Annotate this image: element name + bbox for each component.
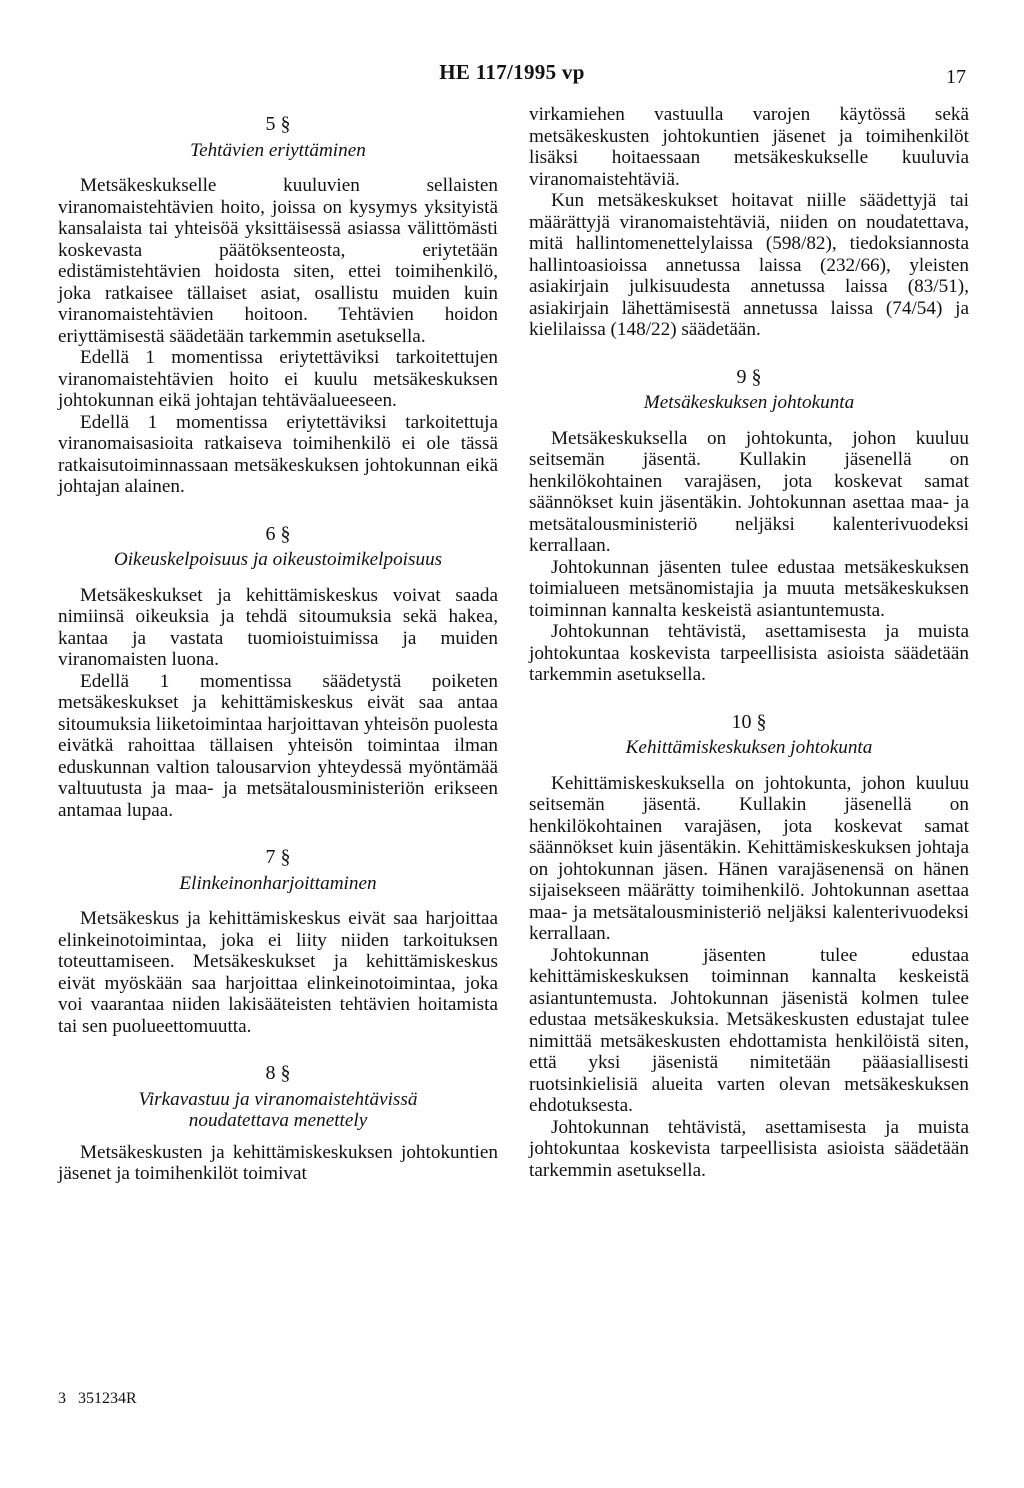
section-6-paragraph-2: Edellä 1 momentissa säädetystä poiketen metsäkeskukset ja kehittämiskeskus eivät saa antaa sitoumuksia liiketoimintaa harjoittavan yhteisön puolesta eivätkä rahoittaa tällaisen yhteisön toimintaa ilman eduskunnan valtion talousarvion yhteydessä myöntämää valtuutusta ja maa- ja metsätalousministeriön erikseen antamaa lupaa. [58, 670, 498, 821]
section-9-paragraph-1: Metsäkeskuksella on johtokunta, johon kuuluu seitsemän jäsentä. Kullakin jäsenellä on henkilökohtainen varajäsen, jota koskevat samat säännökset kuin jäsentäkin. Johtokunnan asettaa maa- ja metsätalousministeriö neljäksi kalenterivuodeksi kerrallaan. [529, 427, 969, 556]
section-5-paragraph-1: Metsäkeskukselle kuuluvien sellaisten viranomaistehtävien hoito, joissa on kysymys yksityistä kansalaista tai yhteisöä yksittäisessä asiassa välittömästi koskevasta päätöksenteosta, eriytetään edistämistehtävien hoidosta siten, ettei toimihenkilö, joka ratkaisee tällaiset asiat, osallistu muiden kuin viranomaistehtävien hoitoon. Tehtävien hoidon eriyttämisestä säädetään tarkemmin asetuksella. [58, 175, 498, 347]
section-9-paragraph-2: Johtokunnan jäsenten tulee edustaa metsäkeskuksen toimialueen metsänomistajia ja muuta metsäkeskuksen toiminnan kannalta keskeistä asiantuntemusta. [529, 556, 969, 621]
section-6-paragraph-1: Metsäkeskukset ja kehittämiskeskus voivat saada nimiinsä oikeuksia ja tehdä sitoumuksia sekä hakea, kantaa ja vastata tuomioistuimissa ja muiden viranomaisten luona. [58, 584, 498, 670]
section-7-title: Elinkeinonharjoittaminen [179, 872, 377, 894]
continuation-paragraph-1: virkamiehen vastuulla varojen käytössä sekä metsäkeskusten johtokuntien jäsenet ja toimihenkilöt lisäksi hoitaessaan metsäkeskukselle kuuluvia viranomaistehtäviä. [529, 104, 969, 190]
section-8-title-line-1: Virkavastuu ja viranomaistehtävissä [138, 1088, 418, 1110]
section-9-paragraph-3: Johtokunnan tehtävistä, asettamisesta ja muista johtokuntaa koskevista tarpeellisista asioista säädetään tarkemmin asetuksella. [529, 621, 969, 685]
section-8-title [58, 1089, 498, 1132]
page-number: 17 [946, 66, 966, 88]
section-10-paragraph-1: Kehittämiskeskuksella on johtokunta, johon kuuluu seitsemän jäsentä. Kullakin jäsenellä on henkilökohtainen varajäsen, jota koskevat samat säännökset kuin jäsentäkin. Kehittämiskeskuksen johtaja on johtokunnan jäsen. Hänen varajäsenensä on hänen sijaisekseen määrätty toimihenkilö. Johtokunnan asettaa maa- ja metsätalousministeriö neljäksi kalenterivuodeksi kerrallaan. [529, 772, 969, 944]
section-8-paragraph-1: Metsäkeskusten ja kehittämiskeskuksen johtokuntien jäsenet ja toimihenkilöt toimivat [58, 1141, 498, 1184]
section-6-number: 6 § [265, 522, 291, 545]
section-10-paragraph-2: Johtokunnan jäsenten tulee edustaa kehittämiskeskuksen toiminnan kannalta keskeistä asiantuntemusta. Johtokunnan jäsenistä kolmen tulee edustaa metsäkeskuksia. Metsäkeskusten edustajat tulee nimittää metsäkeskusten ehdottamista henkilöistä siten, että yksi jäsenistä nimitetään pääasiallisesti ruotsinkielisiä alueita varten olevan metsäkeskuksen ehdotuksesta. [529, 944, 969, 1116]
section-7-paragraph-1: Metsäkeskus ja kehittämiskeskus eivät saa harjoittaa elinkeinotoimintaa, joka ei liity niiden tarkoituksen toteuttamiseen. Metsäkeskukset ja kehittämiskeskus eivät myöskään saa harjoittaa elinkeinotoimintaa, joka voi vaarantaa niiden lakisääteisten tehtävien hoitamista tai sen puolueettomuutta. [58, 908, 498, 1037]
section-10-paragraph-3: Johtokunnan tehtävistä, asettamisesta ja muista johtokuntaa koskevista tarpeellisista asioista säädetään tarkemmin asetuksella. [529, 1116, 969, 1181]
section-5-number: 5 § [265, 113, 291, 135]
section-10-title: Kehittämiskeskuksen johtokunta [625, 737, 873, 758]
section-7-number: 7 § [265, 846, 291, 868]
section-10-number: 10 § [731, 710, 767, 733]
section-5-title: Tehtävien eriyttäminen [190, 139, 366, 161]
section-8-number: 8 § [265, 1062, 291, 1084]
section-9-title: Metsäkeskuksen johtokunta [643, 392, 855, 413]
page-header [0, 60, 1024, 90]
section-9-number: 9 § [736, 365, 762, 388]
continuation-paragraph-2: Kun metsäkeskukset hoitavat niille säädettyjä tai määrättyjä viranomaistehtäviä, niiden on noudatettava, mitä hallintomenettelylaissa (598/82), tiedoksiannosta hallintoasioissa annetussa laissa (232/66), yleisten asiakirjain julkisuudesta annetussa laissa (83/51), asiakirjain lähettämisestä annetussa laissa (74/54) ja kielilaissa (148/22) säädetään. [529, 190, 969, 340]
section-5-paragraph-2: Edellä 1 momentissa eriytettäviksi tarkoitettujen viranomaistehtävien hoito ei kuulu metsäkeskuksen johtokunnan eikä johtajan tehtäväalueeseen. [58, 347, 498, 411]
section-5-paragraph-3: Edellä 1 momentissa eriytettäviksi tarkoitettuja viranomaisasioita ratkaiseva toimihenkilö ei ole tässä ratkaisutoiminnassaan metsäkeskuksen johtokunnan eikä johtajan alainen. [58, 411, 498, 497]
left-column [58, 104, 498, 1185]
print-code: 3 351234R [58, 1390, 137, 1407]
right-column [529, 104, 969, 1181]
document-id: HE 117/1995 vp [439, 60, 585, 84]
section-8-title-line-2: noudatettava menettely [188, 1110, 368, 1131]
section-6-title: Oikeuskelpoisuus ja oikeustoimikelpoisuus [113, 549, 443, 570]
